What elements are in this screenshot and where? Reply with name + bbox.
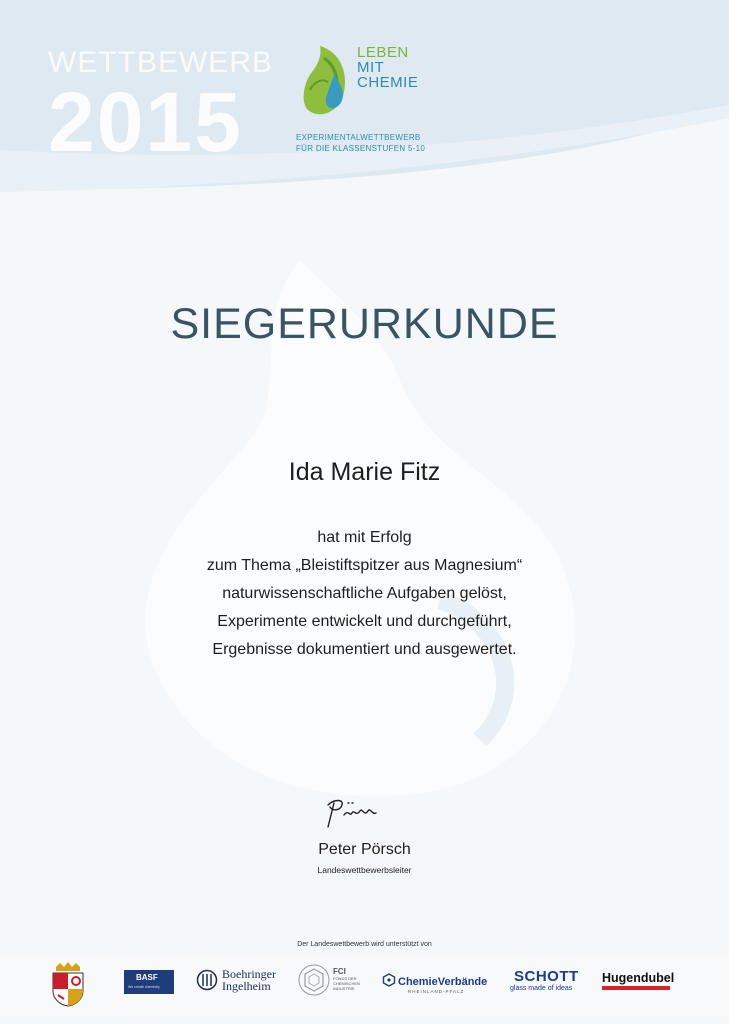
schott-tagline: glass made of ideas xyxy=(510,985,573,992)
competition-year: 2015 xyxy=(48,75,243,169)
basf-logo xyxy=(124,970,174,994)
basf-tagline: We create chemistry xyxy=(128,985,160,989)
fci-sub-1: FONDS DER xyxy=(333,976,357,981)
handwritten-signature xyxy=(322,795,386,831)
leben-mit-chemie-logo xyxy=(300,42,350,120)
competition-label: WETTBEWERB xyxy=(48,46,273,79)
certificate-title: SIEGERURKUNDE xyxy=(170,300,559,348)
fci-logo-text xyxy=(333,968,360,991)
certificate-text xyxy=(0,524,729,664)
schott-logo-text: SCHOTT xyxy=(514,968,579,985)
chemieverbaende-logo-text: ChemieVerbände xyxy=(398,976,488,988)
rlp-coat-of-arms-icon xyxy=(50,961,86,1007)
fci-sub-3: INDUSTRIE xyxy=(333,986,355,991)
certificate-line: Experimente entwickelt und durchgeführt, xyxy=(217,613,512,630)
header-subline-2: FÜR DIE KLASSENSTUFEN 5-10 xyxy=(296,144,426,153)
boehringer-line-1: Boehringer xyxy=(222,967,276,981)
recipient-name: Ida Marie Fitz xyxy=(288,458,441,486)
signer-name: Peter Pörsch xyxy=(318,841,411,858)
hugendubel-logo-text: Hugendubel xyxy=(602,971,675,985)
fci-label: FCI xyxy=(333,967,346,976)
hugendubel-bar xyxy=(602,986,670,990)
certificate-line: hat mit Erfolg xyxy=(317,529,412,546)
basf-logo-text: BASF xyxy=(136,973,158,982)
header-subline-1: EXPERIMENTALWETTBEWERB xyxy=(296,133,421,142)
fci-icon xyxy=(297,963,331,997)
certificate-line: zum Thema „Bleistiftspitzer aus Magnesium“ xyxy=(206,557,523,574)
fci-sub-2: CHEMISCHEN xyxy=(333,981,360,986)
logo-text-line-1: LEBEN xyxy=(357,44,409,61)
certificate-line: Ergebnisse dokumentiert und ausgewertet. xyxy=(212,641,517,658)
logo-text-line-2: MIT xyxy=(357,59,385,76)
sponsor-bar xyxy=(0,955,729,1015)
chemieverbaende-icon xyxy=(382,973,396,987)
certificate-line: naturwissenschaftliche Aufgaben gelöst, xyxy=(222,585,507,602)
boehringer-logo-text xyxy=(222,968,276,992)
boehringer-line-2: Ingelheim xyxy=(222,979,271,993)
boehringer-icon xyxy=(196,969,218,991)
chemieverbaende-sub: RHEINLAND-PFALZ xyxy=(408,989,465,994)
signer-role: Landeswettbewerbsleiter xyxy=(317,865,412,875)
sponsor-note: Der Landeswettbewerb wird unterstützt von xyxy=(297,941,432,948)
logo-text-line-3: CHEMIE xyxy=(357,74,419,91)
